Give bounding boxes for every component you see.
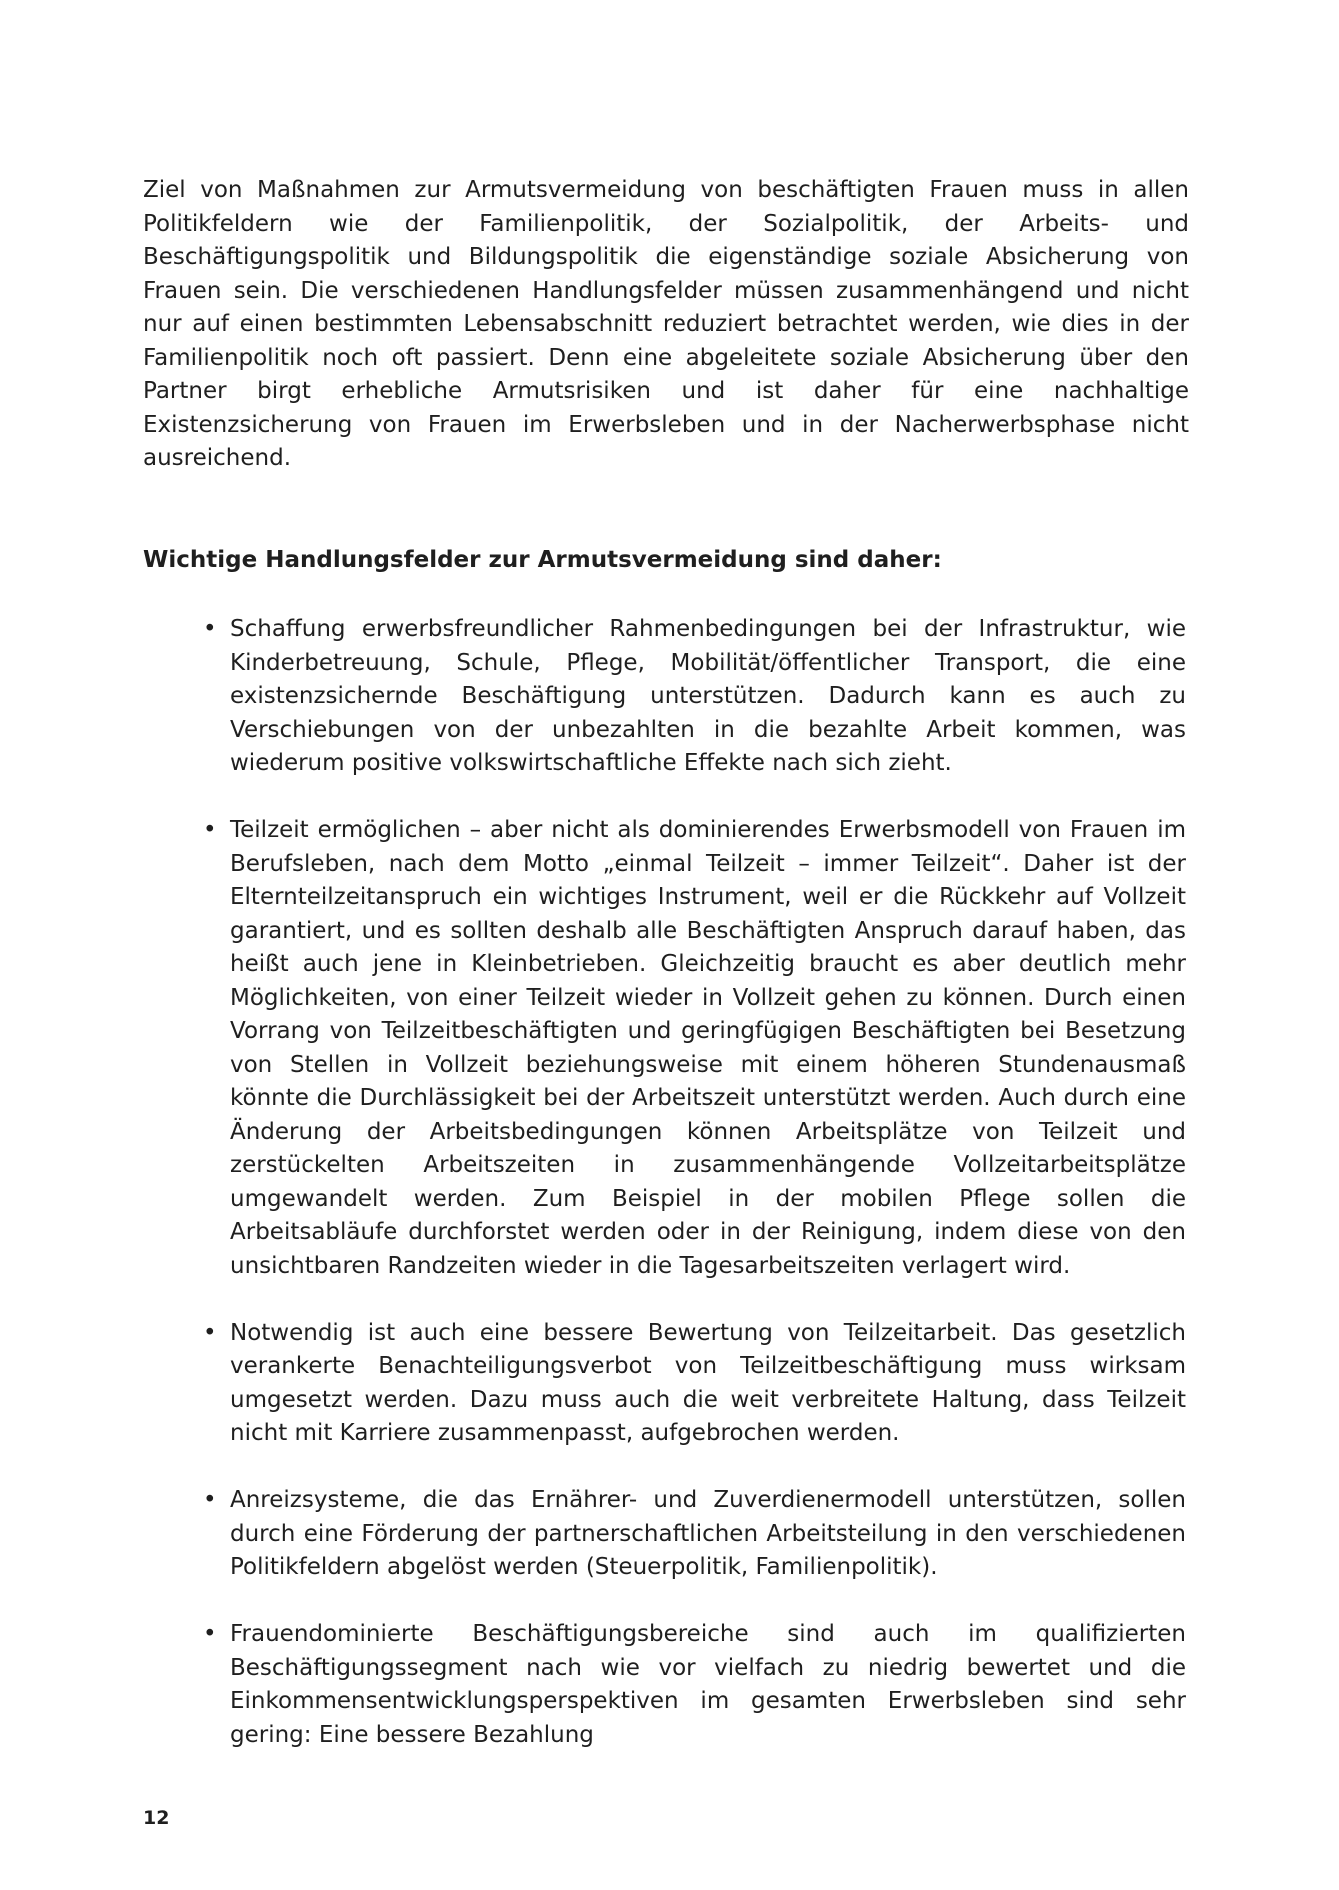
list-item-text: Anreizsysteme, die das Ernährer- und Zuverdienermodell unterstützen, sollen durch eine Förderung der partnerschaftlichen Arbeitsteilung in den verschiedenen Politikfeldern abgelöst werden (Steuerpolitik, Familienpolitik). (230, 1487, 1186, 1580)
page-number: 12 (143, 1807, 170, 1829)
list-item-text: Frauendominierte Beschäftigungsbereiche sind auch im qualifizierten Beschäftigungssegment nach wie vor vielfach zu niedrig bewertet und die Einkommensentwicklungsperspektiven im gesamten Erwerbsleben sind sehr gering: Eine bessere Bezahlung (230, 1621, 1186, 1748)
bullet-icon: • (203, 616, 217, 642)
list-item (203, 814, 1186, 1283)
intro-paragraph: Ziel von Maßnahmen zur Armutsvermeidung von beschäftigten Frauen muss in allen Politikfeldern wie der Familienpolitik, der Sozialpolitik, der Arbeits- und Beschäftigungspolitik und Bildungspolitik die eigenständige soziale Absicherung von Frauen sein. Die verschiedenen Handlungsfelder müssen zusammenhängend und nicht nur auf einen bestimmten Lebensabschnitt reduziert betrachtet werden, wie dies in der Familienpolitik noch oft passiert. Denn eine abgeleitete soziale Absicherung über den Partner birgt erhebliche Armutsrisiken und ist daher für eine nachhaltige Existenzsicherung von Frauen im Erwerbsleben und in der Nacherwerbsphase nicht ausreichend. (143, 177, 1189, 471)
bullet-icon: • (203, 1621, 217, 1647)
list-item-text: Notwendig ist auch eine bessere Bewertung von Teilzeitarbeit. Das gesetzlich verankerte Benachteiligungsverbot von Teilzeitbeschäftigung muss wirksam umgesetzt werden. Dazu muss auch die weit verbreitete Haltung, dass Teilzeit nicht mit Karriere zusammenpasst, aufgebrochen werden. (230, 1319, 1186, 1446)
bullet-icon: • (203, 817, 217, 843)
bullet-list (203, 613, 1186, 1786)
section-heading: Wichtige Handlungsfelder zur Armutsvermeidung sind daher: (143, 547, 942, 573)
bullet-icon: • (203, 1487, 217, 1513)
list-item (203, 1618, 1186, 1752)
bullet-icon: • (203, 1319, 217, 1346)
list-item (203, 613, 1186, 781)
list-item (203, 1317, 1186, 1451)
list-item (203, 1484, 1186, 1585)
list-item-text: Teilzeit ermöglichen – aber nicht als dominierendes Erwerbsmodell von Frauen im Berufsleben, nach dem Motto „einmal Teilzeit – immer Teilzeit“. Daher ist der Elternteilzeitanspruch ein wichtiges Instrument, weil er die Rückkehr auf Vollzeit garantiert, und es sollten deshalb alle Beschäftigten Anspruch darauf haben, das heißt auch jene in Kleinbetrieben. Gleichzeitig braucht es aber deutlich mehr Möglichkeiten, von einer Teilzeit wieder in Vollzeit gehen zu können. Durch einen Vorrang von Teilzeitbeschäftigten und geringfügigen Beschäftigten bei Besetzung von Stellen in Vollzeit beziehungsweise mit einem höheren Stundenausmaß könnte die Durchlässigkeit bei der Arbeitszeit unterstützt werden. Auch durch eine Änderung der Arbeitsbedingungen können Arbeitsplätze von Teilzeit und zerstückelten Arbeitszeiten in zusammenhängende Vollzeitarbeitsplätze umgewandelt werden. Zum Beispiel in der mobilen Pflege sollen die Arbeitsabläufe durchforstet werden oder in der Reinigung, indem diese von den unsichtbaren Randzeiten wieder in die Tagesarbeitszeiten verlagert wird. (230, 817, 1186, 1279)
list-item-text: Schaffung erwerbsfreundlicher Rahmenbedingungen bei der Infrastruktur, wie Kinderbetreuung, Schule, Pflege, Mobilität/öffentlicher Transport, die eine existenzsichernde Beschäftigung unterstützen. Dadurch kann es auch zu Verschiebungen von der unbezahlten in die bezahlte Arbeit kommen, was wiederum positive volkswirtschaftliche Effekte nach sich zieht. (230, 616, 1186, 776)
